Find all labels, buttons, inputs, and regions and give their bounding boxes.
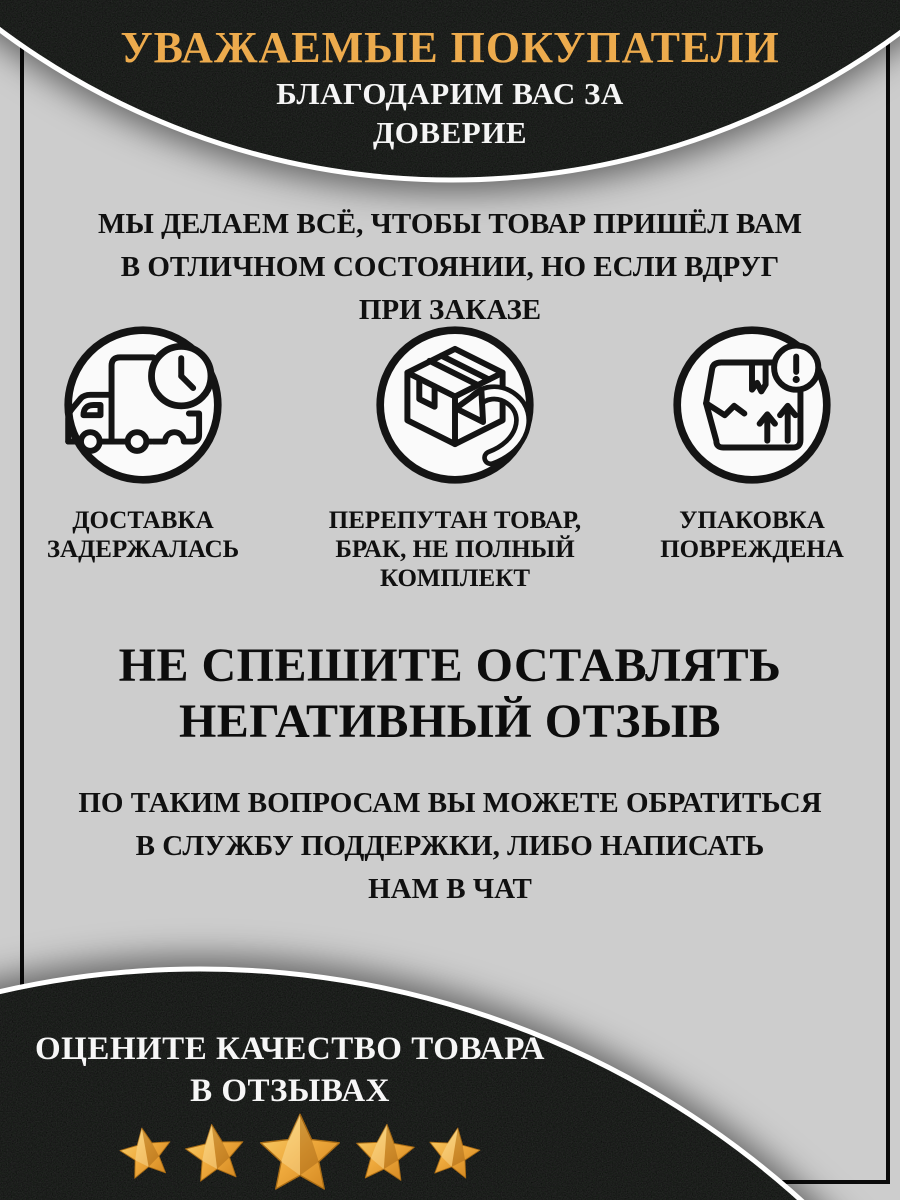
damaged-package-icon	[667, 320, 837, 490]
page-subtitle	[0, 74, 900, 152]
issue-label	[3, 506, 283, 564]
footer-heading	[0, 1028, 580, 1112]
warning-heading	[0, 638, 900, 750]
issue-label-line: ПОВРЕЖДЕНА	[660, 536, 844, 563]
rating-stars	[20, 1104, 580, 1200]
issue-label-line: КОМПЛЕКТ	[379, 565, 531, 592]
footer-heading-line: ОЦЕНИТЕ КАЧЕСТВО ТОВАРА	[35, 1031, 545, 1067]
issue-label	[315, 506, 595, 593]
warning-heading-line: НЕ СПЕШИТЕ ОСТАВЛЯТЬ	[118, 639, 782, 692]
page-title: УВАЖАЕМЫЕ ПОКУПАТЕЛИ	[120, 23, 780, 72]
issue-label	[612, 506, 892, 564]
support-text-line: ПО ТАКИМ ВОПРОСАМ ВЫ МОЖЕТЕ ОБРАТИТЬСЯ	[78, 787, 822, 819]
issue-card-damaged-package	[612, 320, 892, 564]
intro-text-line: ПРИ ЗАКАЗЕ	[358, 294, 542, 326]
issue-label-line: ДОСТАВКА	[72, 507, 214, 534]
intro-text-line: В ОТЛИЧНОМ СОСТОЯНИИ, НО ЕСЛИ ВДРУГ	[120, 251, 780, 283]
delivery-truck-clock-icon	[58, 320, 228, 490]
issue-label-line: ПЕРЕПУТАН ТОВАР,	[328, 507, 582, 534]
issue-label-line: УПАКОВКА	[679, 507, 825, 534]
support-text	[0, 782, 900, 911]
support-text-line: НАМ В ЧАТ	[368, 873, 532, 905]
issue-label-line: ЗАДЕРЖАЛАСЬ	[46, 536, 240, 563]
intro-text-line: МЫ ДЕЛАЕМ ВСЁ, ЧТОБЫ ТОВАР ПРИШЁЛ ВАМ	[97, 208, 802, 240]
subtitle-line: БЛАГОДАРИМ ВАС ЗА	[276, 76, 624, 111]
issue-label-line: БРАК, НЕ ПОЛНЫЙ	[335, 536, 575, 563]
footer-heading-line: В ОТЗЫВАХ	[190, 1073, 390, 1109]
warning-heading-line: НЕГАТИВНЫЙ ОТЗЫВ	[178, 695, 722, 748]
star-icon	[178, 1115, 252, 1189]
star-icon	[112, 1118, 179, 1185]
star-icon	[421, 1119, 487, 1185]
star-icon	[350, 1117, 420, 1187]
issue-card-delivery	[3, 320, 283, 564]
support-text-line: В СЛУЖБУ ПОДДЕРЖКИ, ЛИБО НАПИСАТЬ	[135, 830, 765, 862]
box-return-arrow-icon	[370, 320, 540, 490]
intro-text	[0, 203, 900, 332]
issue-card-wrong-item	[315, 320, 595, 593]
subtitle-line: ДОВЕРИЕ	[372, 115, 528, 150]
star-icon	[255, 1107, 345, 1197]
